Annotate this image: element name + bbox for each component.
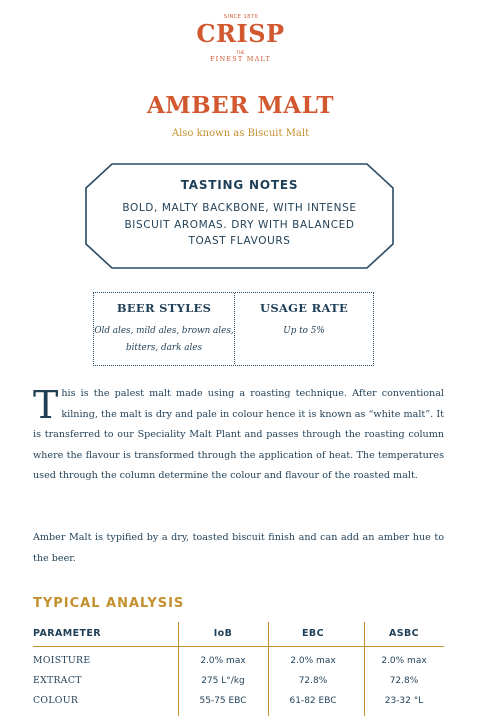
table-cell: 23-32 °L [384, 696, 424, 706]
beer-styles-column [94, 301, 234, 356]
column-header: EBC [302, 628, 324, 639]
tasting-notes-text: BOLD, MALTY BACKBONE, WITH INTENSE BISCUIT AROMAS. DRY WITH BALANCED TOAST FLAVOURS [122, 202, 357, 247]
dropcap: T [33, 383, 59, 427]
table-cell: 55-75 EBC [199, 696, 247, 706]
logo-since-text: SINCE 1870 [223, 14, 259, 20]
table-header-rule [33, 646, 444, 647]
table-cell: MOISTURE [33, 655, 91, 666]
table-cell: COLOUR [33, 695, 79, 706]
tasting-notes-box [84, 162, 395, 270]
usage-rate-heading: USAGE RATE [259, 301, 349, 315]
logo-the: THE [236, 50, 245, 55]
column-header: ASBC [388, 628, 419, 639]
table-cell: EXTRACT [33, 675, 82, 686]
table-header-row [33, 625, 444, 643]
usage-rate-text: Up to 5% [283, 326, 325, 336]
page-subtitle: Also known as Biscuit Malt [171, 128, 310, 139]
beer-styles-heading: BEER STYLES [116, 301, 212, 315]
table-cell: 61-82 EBC [289, 696, 337, 706]
description-paragraph-1 [33, 384, 444, 487]
table-row [33, 692, 444, 710]
usage-rate-column [235, 301, 373, 340]
column-header: IoB [213, 628, 233, 639]
analysis-heading: TYPICAL ANALYSIS [33, 596, 185, 611]
table-cell: 2.0% max [200, 656, 246, 666]
table-row [33, 652, 444, 670]
table-cell: 2.0% max [290, 656, 336, 666]
table-row [33, 672, 444, 690]
table-cell: 275 L°/kg [201, 676, 245, 686]
crisp-logo [0, 6, 481, 68]
description-paragraph-2: Amber Malt is typified by a dry, toasted biscuit finish and can add an amber hue to the beer. [33, 532, 444, 564]
table-cell: 2.0% max [381, 656, 427, 666]
table-cell: 72.8% [389, 676, 419, 686]
beer-styles-text: Old ales, mild ales, brown ales, bitters, dark ales [94, 326, 234, 353]
styles-usage-box [93, 292, 374, 366]
table-cell: 72.8% [298, 676, 328, 686]
logo-tagline: FINEST MALT [209, 55, 272, 63]
column-header: PARAMETER [33, 628, 101, 639]
tasting-notes-heading: TASTING NOTES [180, 178, 299, 192]
logo-brand: CRISP [196, 19, 285, 48]
paragraph-1-text: his is the palest malt made using a roasting technique. After conventional kilning, the malt is dry and pale in colour hence it is known as “white malt”. It is transferred to our Speciality Malt Plant and passes through the roasting column where the flavour is transformed through the application of heat. The temperatures used through the column determine the colour and flavour of the roasted malt. [33, 388, 444, 482]
page-title: AMBER MALT [146, 92, 335, 119]
